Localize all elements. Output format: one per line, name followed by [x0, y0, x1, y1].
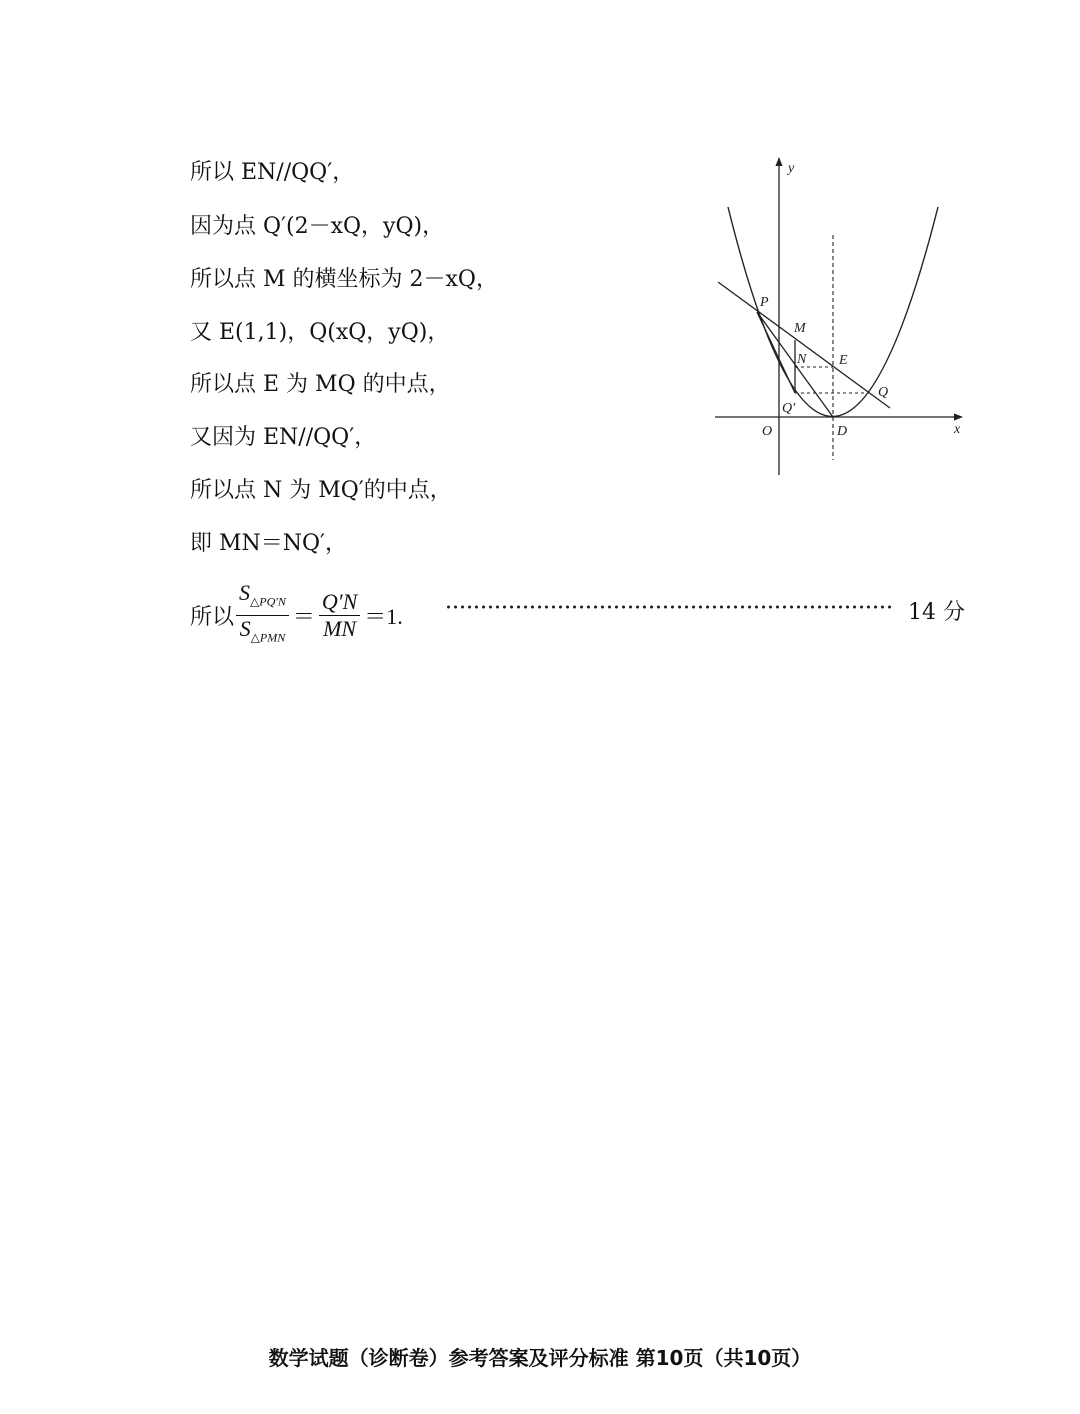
- label-O: O: [762, 424, 773, 439]
- solution-line-4: 又 E(1,1)，Q(xQ，yQ)，: [190, 320, 450, 345]
- solution-line-2: 因为点 Q′(2－xQ，yQ)，: [190, 214, 445, 239]
- frac1-denominator-subscript: △PMN: [250, 629, 286, 644]
- label-Qprime: Q′: [782, 401, 796, 416]
- frac2-numerator: Q′N: [321, 588, 358, 614]
- conclusion-tail: ＝1.: [364, 603, 403, 629]
- label-y: y: [788, 161, 795, 176]
- page-footer: 数学试题（诊断卷）参考答案及评分标准 第10页（共10页）: [268, 1346, 812, 1370]
- equals-sign: ＝: [292, 603, 315, 629]
- score-label: 14 分: [908, 600, 965, 625]
- solution-line-1: 所以 EN//QQ′，: [190, 160, 355, 185]
- segment-ratio-fraction: [319, 589, 360, 642]
- frac1-numerator: S: [239, 580, 251, 606]
- solution-line-7: 所以点 N 为 MQ′的中点，: [190, 478, 452, 503]
- dotted-leader: [445, 605, 895, 609]
- label-Q: Q: [878, 385, 889, 400]
- line-PQ: [718, 282, 890, 408]
- solution-line-6: 又因为 EN//QQ′，: [190, 425, 377, 450]
- parabola-figure: [700, 150, 980, 490]
- area-ratio-fraction: [236, 580, 289, 650]
- solution-line-3: 所以点 M 的横坐标为 2－xQ，: [190, 267, 498, 292]
- frac1-denominator: S: [239, 615, 251, 641]
- label-x: x: [954, 422, 961, 437]
- label-M: M: [794, 321, 806, 336]
- label-E: E: [839, 353, 848, 368]
- conclusion-prefix: 所以: [190, 604, 235, 630]
- frac2-denominator: MN: [323, 615, 357, 641]
- label-P: P: [760, 295, 769, 310]
- solution-line-5: 所以点 E 为 MQ 的中点，: [190, 372, 451, 397]
- label-N: N: [797, 352, 807, 367]
- area-ratio-conclusion: [190, 580, 405, 645]
- solution-line-8: 即 MN＝NQ′，: [190, 531, 348, 556]
- label-D: D: [837, 424, 848, 439]
- frac1-numerator-subscript: △PQ′N: [250, 594, 286, 609]
